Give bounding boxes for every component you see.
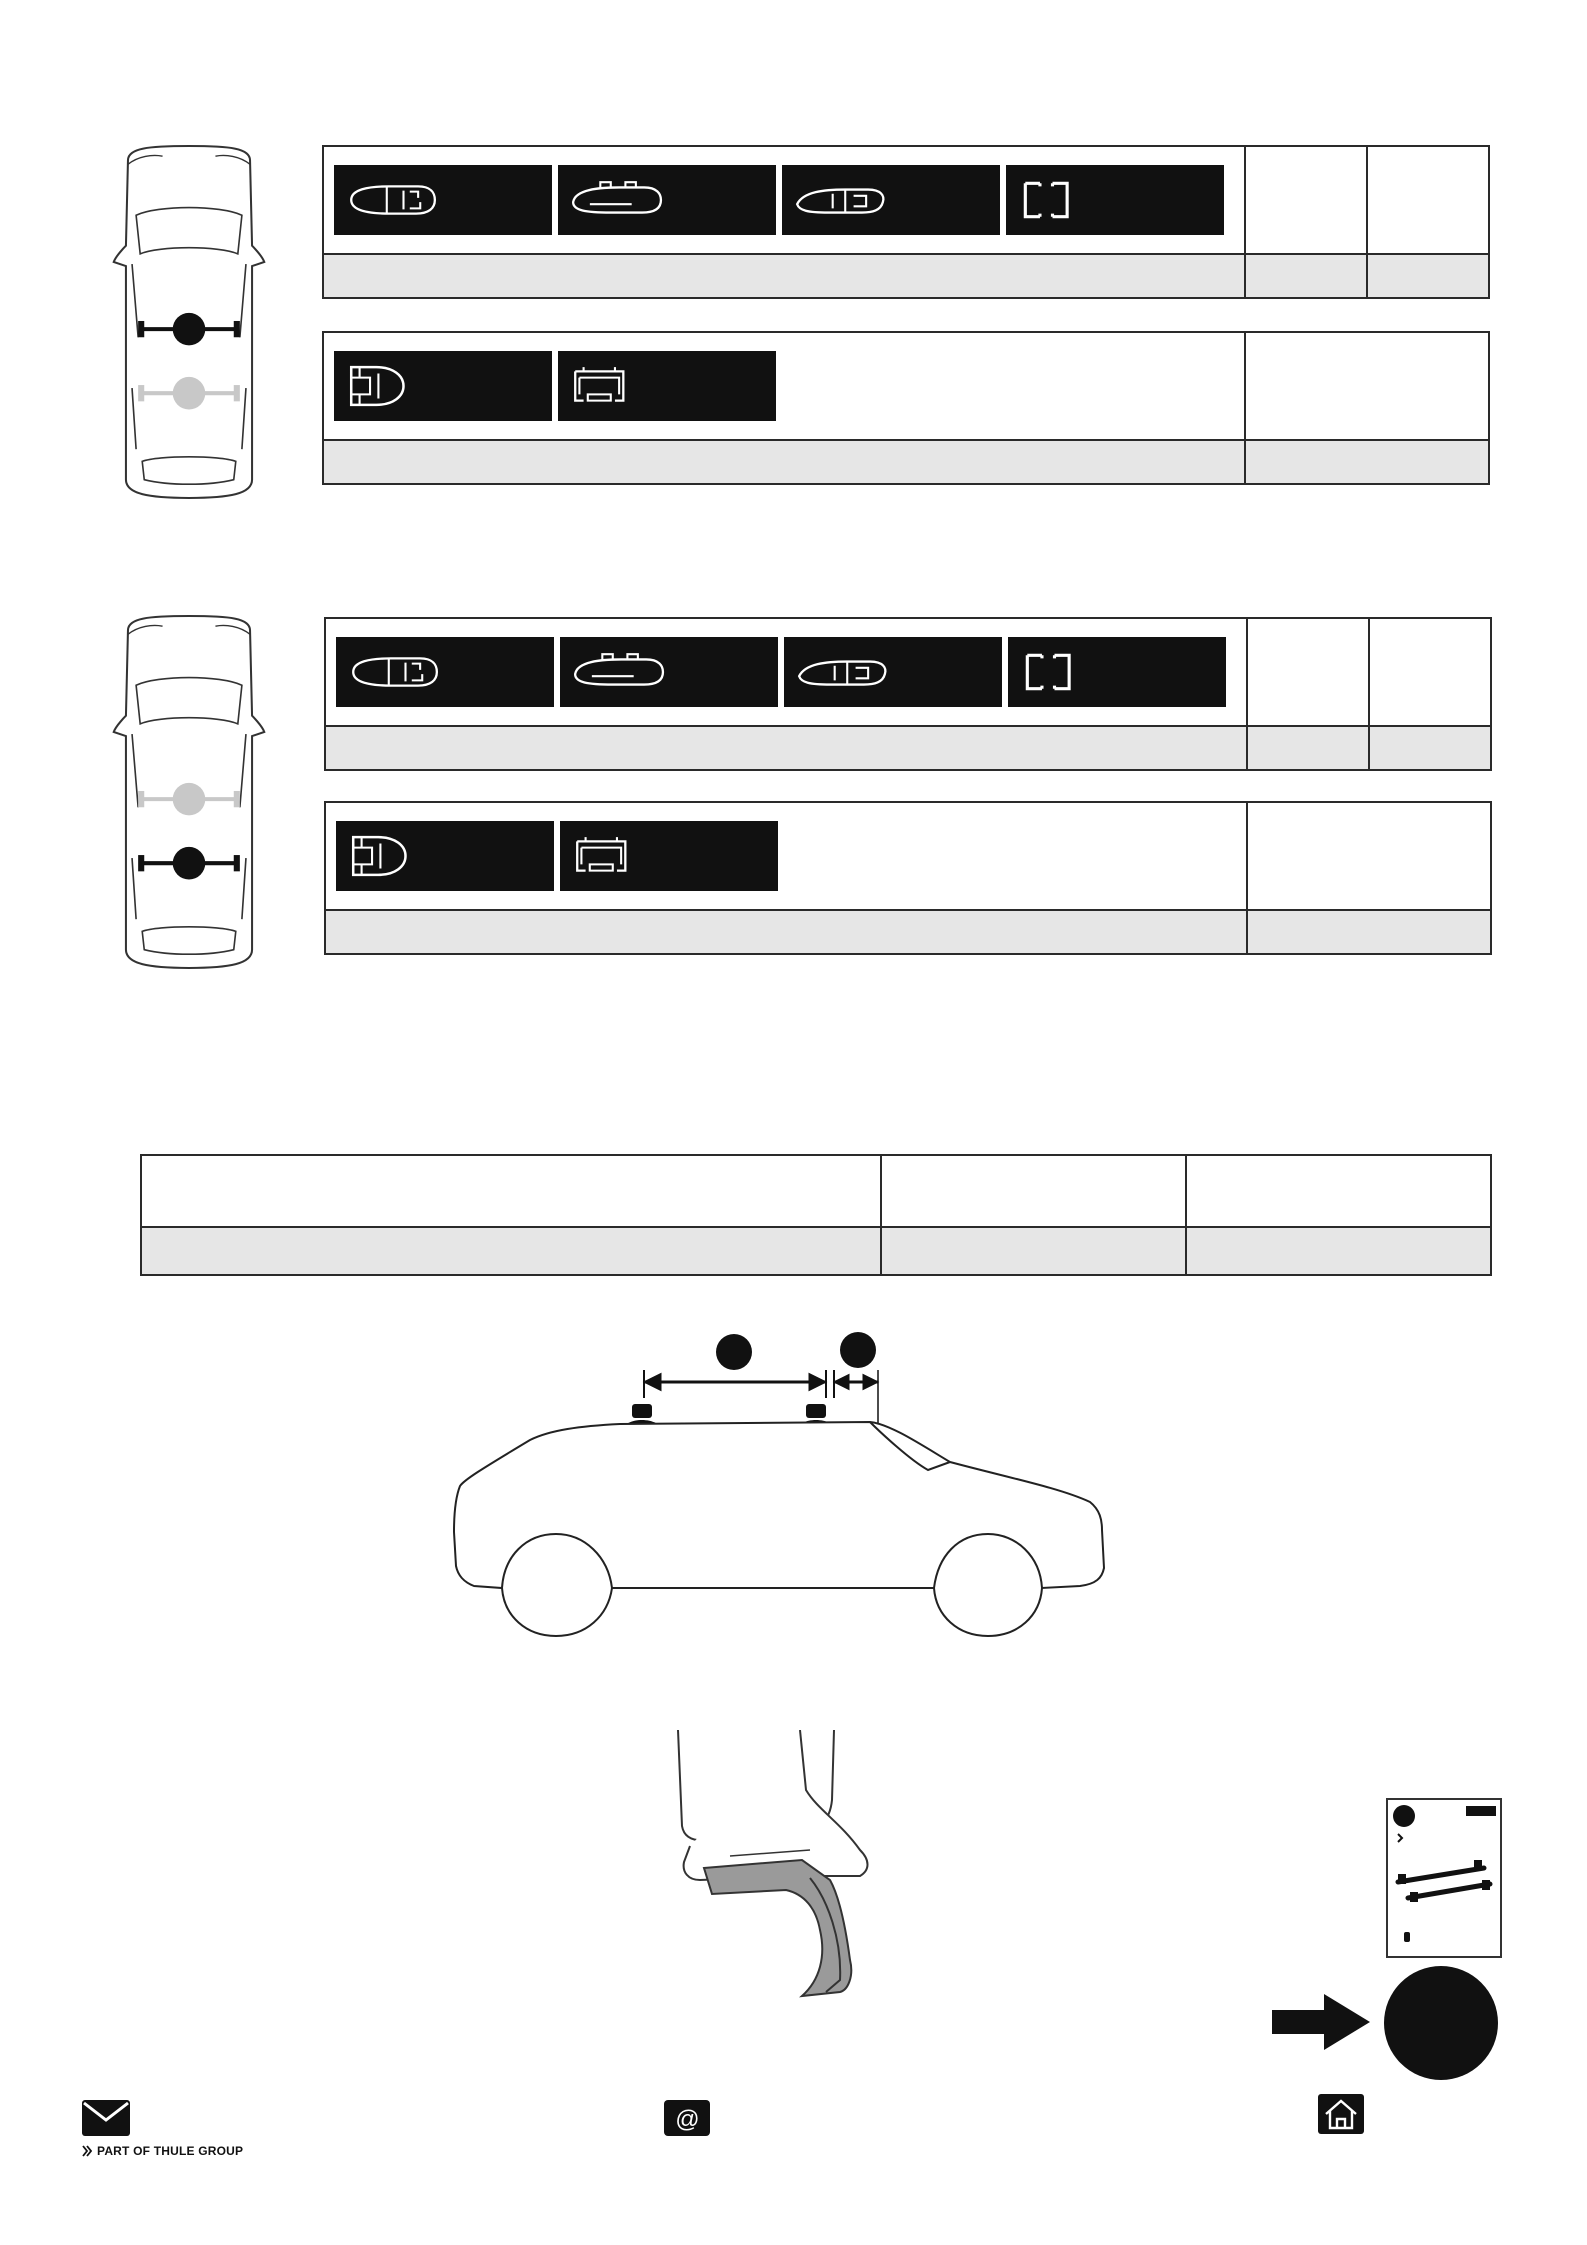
slidebar-icon bbox=[784, 637, 1002, 707]
email-at-icon bbox=[664, 2100, 710, 2136]
value-cell bbox=[1247, 726, 1369, 770]
header-cell bbox=[1186, 1155, 1491, 1227]
bar-profile-cell bbox=[323, 146, 1245, 254]
car-body-outline bbox=[454, 1422, 1104, 1588]
probar-icon bbox=[336, 821, 554, 891]
header-cell bbox=[141, 1155, 881, 1227]
next-booklet-thumbnail bbox=[1386, 1798, 1502, 1958]
wingbar-edge-icon bbox=[558, 165, 776, 235]
smartrack-icon bbox=[560, 821, 778, 891]
value-cell bbox=[1369, 726, 1491, 770]
dimension-arrow-a bbox=[644, 1370, 826, 1398]
next-arrow-icon bbox=[1272, 1994, 1372, 2050]
value-cell bbox=[1245, 440, 1489, 484]
fit-table-probar-rear bbox=[324, 801, 1492, 955]
probar-icon bbox=[334, 351, 552, 421]
svg-text:@: @ bbox=[674, 2106, 700, 2133]
measure-marker-b bbox=[840, 1332, 876, 1368]
measure-marker-a bbox=[716, 1334, 752, 1370]
squarebar-icon bbox=[1006, 165, 1224, 235]
value-cell bbox=[881, 1227, 1186, 1275]
value-cell bbox=[1186, 1227, 1491, 1275]
car-top-view-front bbox=[104, 144, 274, 500]
value-cell bbox=[325, 726, 1247, 770]
fit-table-bars-front bbox=[322, 145, 1490, 299]
value-cell bbox=[325, 910, 1247, 954]
header-cell bbox=[1369, 618, 1491, 726]
slidebar-icon bbox=[782, 165, 1000, 235]
mail-icon bbox=[82, 2100, 130, 2136]
value-cell bbox=[1247, 910, 1491, 954]
value-cell bbox=[141, 1227, 881, 1275]
wingbar-edge-icon bbox=[560, 637, 778, 707]
thule-logo bbox=[1466, 1806, 1496, 1816]
fit-table-probar-front bbox=[322, 331, 1490, 485]
value-cell bbox=[323, 440, 1245, 484]
car-top-view-rear bbox=[104, 614, 274, 970]
fit-table-bars-rear bbox=[324, 617, 1492, 771]
squarebar-icon bbox=[1008, 637, 1226, 707]
header-cell bbox=[1245, 332, 1489, 440]
bar-profile-cell bbox=[325, 802, 1247, 910]
wingbar-evo-icon bbox=[336, 637, 554, 707]
home-icon bbox=[1318, 2094, 1364, 2134]
value-cell bbox=[1367, 254, 1489, 298]
header-cell bbox=[1247, 618, 1369, 726]
footer-group-text: PART OF THULE GROUP bbox=[97, 2144, 244, 2158]
bar-profile-cell bbox=[323, 332, 1245, 440]
foot-detail-illustration bbox=[670, 1730, 930, 2000]
booklet-marker bbox=[1393, 1805, 1415, 1827]
header-cell bbox=[1245, 146, 1367, 254]
smartrack-icon bbox=[558, 351, 776, 421]
header-cell bbox=[881, 1155, 1186, 1227]
measurement-table bbox=[140, 1154, 1492, 1276]
next-step-circle bbox=[1384, 1966, 1498, 2080]
chevron-double-icon bbox=[82, 2145, 92, 2157]
value-cell bbox=[323, 254, 1245, 298]
thule-group-tagline bbox=[82, 2144, 243, 2158]
bar-profile-cell bbox=[325, 618, 1247, 726]
header-cell bbox=[1247, 802, 1491, 910]
wingbar-evo-icon bbox=[334, 165, 552, 235]
value-cell bbox=[1245, 254, 1367, 298]
car-side-diagram bbox=[450, 1320, 1180, 1700]
header-cell bbox=[1367, 146, 1489, 254]
